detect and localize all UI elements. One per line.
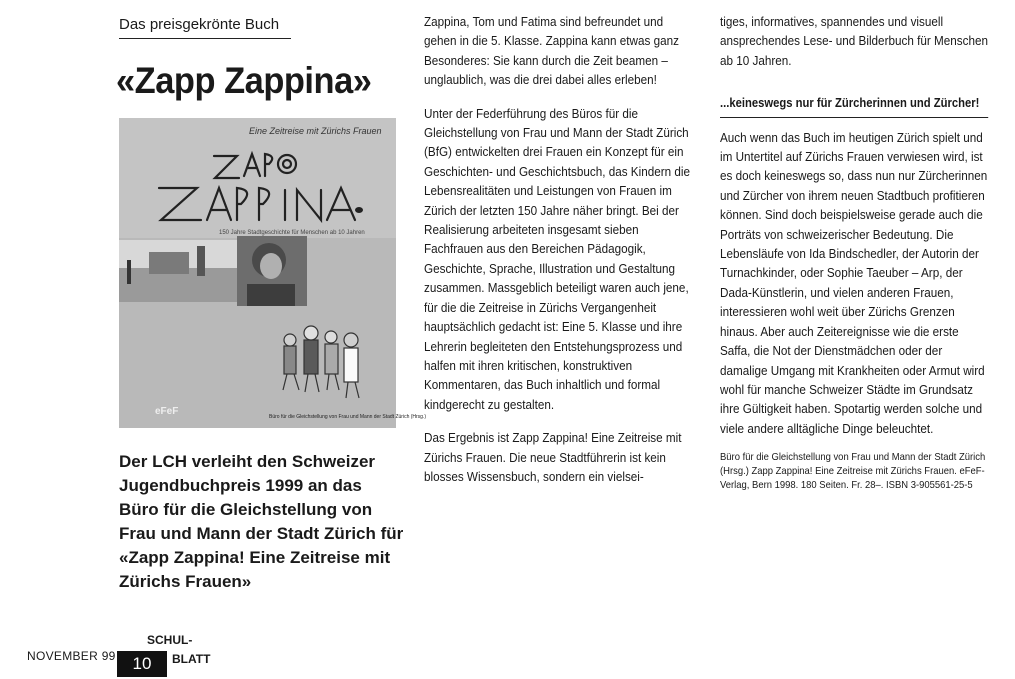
page-number: 10 (117, 651, 167, 677)
paragraph: Auch wenn das Buch im heutigen Zürich spielt und im Untertitel auf Zürichs Frauen verwiesen wird, ist es doch keineswegs so, dass nun nur Zürcherinnen und Zürcher von ihrem neuen Stadtbuch profitieren können. Sind doch beispielsweise gerade auch die Porträts von schweizerischer Bedeutung. Die Lebensläufe von Ida Bindschedler, der Autorin der Turnachkinder, oder Sophie Taeuber – Arp, der Dada-Künstlerin, und vielen anderen Frauen, interessieren wohl weit über Zürichs Grenzen hinaus. Aber auch Zeitereignisse wie die erste Saffa, die Not der Dienstmädchen oder der damalige Umgang mit Krankheiten oder Armut wird wohl für manche Schweizer Städte im Grundsatz ihre Gültigkeit haben. Spotartig werden solche und viele andere alltägliche Dinge beleuchtet. (720, 129, 988, 436)
lead-paragraph: Der LCH verleiht den Schweizer Jugendbuchpreis 1999 an das Büro für die Gleichstellung von Frau und Mann der Stadt Zürich für «Zapp Zappina! Eine Zeitreise mit Zürichs Frauen» (119, 452, 404, 591)
cover-foot-text: Büro für die Gleichstellung von Frau und Mann der Stadt Zürich (Hrsg.) (269, 414, 427, 420)
issue-date: NOVEMBER 99 (27, 649, 116, 663)
kicker-label: Das preisgekrönte Buch (119, 14, 291, 39)
cover-subtitle: Eine Zeitreise mit Zürichs Frauen (249, 126, 382, 136)
book-cover-illustration (119, 118, 396, 428)
magazine-brand-line2: BLATT (172, 652, 211, 666)
book-cover-image (119, 118, 427, 428)
paragraph: Das Ergebnis ist Zapp Zappina! Eine Zeitreise mit Zürichs Frauen. Die neue Stadtführerin ist kein blosses Wissensbuch, sondern ein vielsei- (424, 430, 682, 484)
paragraph: Unter der Federführung des Büros für die Gleichstellung von Frau und Mann der Stadt Zürich (BfG) entwickelten drei Frauen ein Konzept für ein Geschichten- und Geschichtsbuch, das Kindern die Lebensrealitäten und Leistungen von Frauen im Zürich der letzten 150 Jahre näher bringt. Bei der Realisierung arbeiteten insgesamt sieben Fachfrauen aus den Bereichen Pädagogik, Geschichte, Sprache, Illustration und Gestaltung zusammen. Massgeblich beteiligt waren auch jene, für die die Zeitreise in Zürichs Vergangenheit hauptsächlich gedacht ist: Eine 5. Klasse und ihre Lehrerin begleiteten den Entstehungsprozess und halfen mit ihren kritischen, konstruktiven Kommentaren, das Buch inhaltlich und formal kindgerecht zu gestalten. (424, 105, 691, 412)
paragraph: Zappina, Tom und Fatima sind befreundet und gehen in die 5. Klasse. Zappina kann etwas ganz Besonderes: Sie kann durch die Zeit beamen – unglaublich, was die drei dabei alles erleben! (424, 14, 679, 88)
paragraph: tiges, informatives, spannendes und visuell ansprechendes Lese- und Bilderbuch für Menschen ab 10 Jahren. (720, 14, 988, 68)
article-column-2 (424, 12, 696, 500)
article-column-3 (720, 12, 988, 506)
subheading: ...keineswegs nur für Zürcherinnen und Zürcher! (720, 84, 988, 117)
book-reference: Büro für die Gleichstellung von Frau und Mann der Stadt Zürich (Hrsg.) Zapp Zappina! Eine Zeitreise mit Zürichs Frauen. eFeF-Verlag, Bern 1998. 180 Seiten. Fr. 28–. ISBN 3-905561-25-5 (720, 451, 986, 492)
cover-publisher-logo: eFeF (155, 406, 179, 417)
magazine-brand-line1: SCHUL- (147, 633, 193, 647)
headline: «Zapp Zappina» (116, 60, 372, 101)
cover-tagline: 150 Jahre Stadtgeschichte für Menschen ab 10 Jahren (219, 230, 365, 236)
